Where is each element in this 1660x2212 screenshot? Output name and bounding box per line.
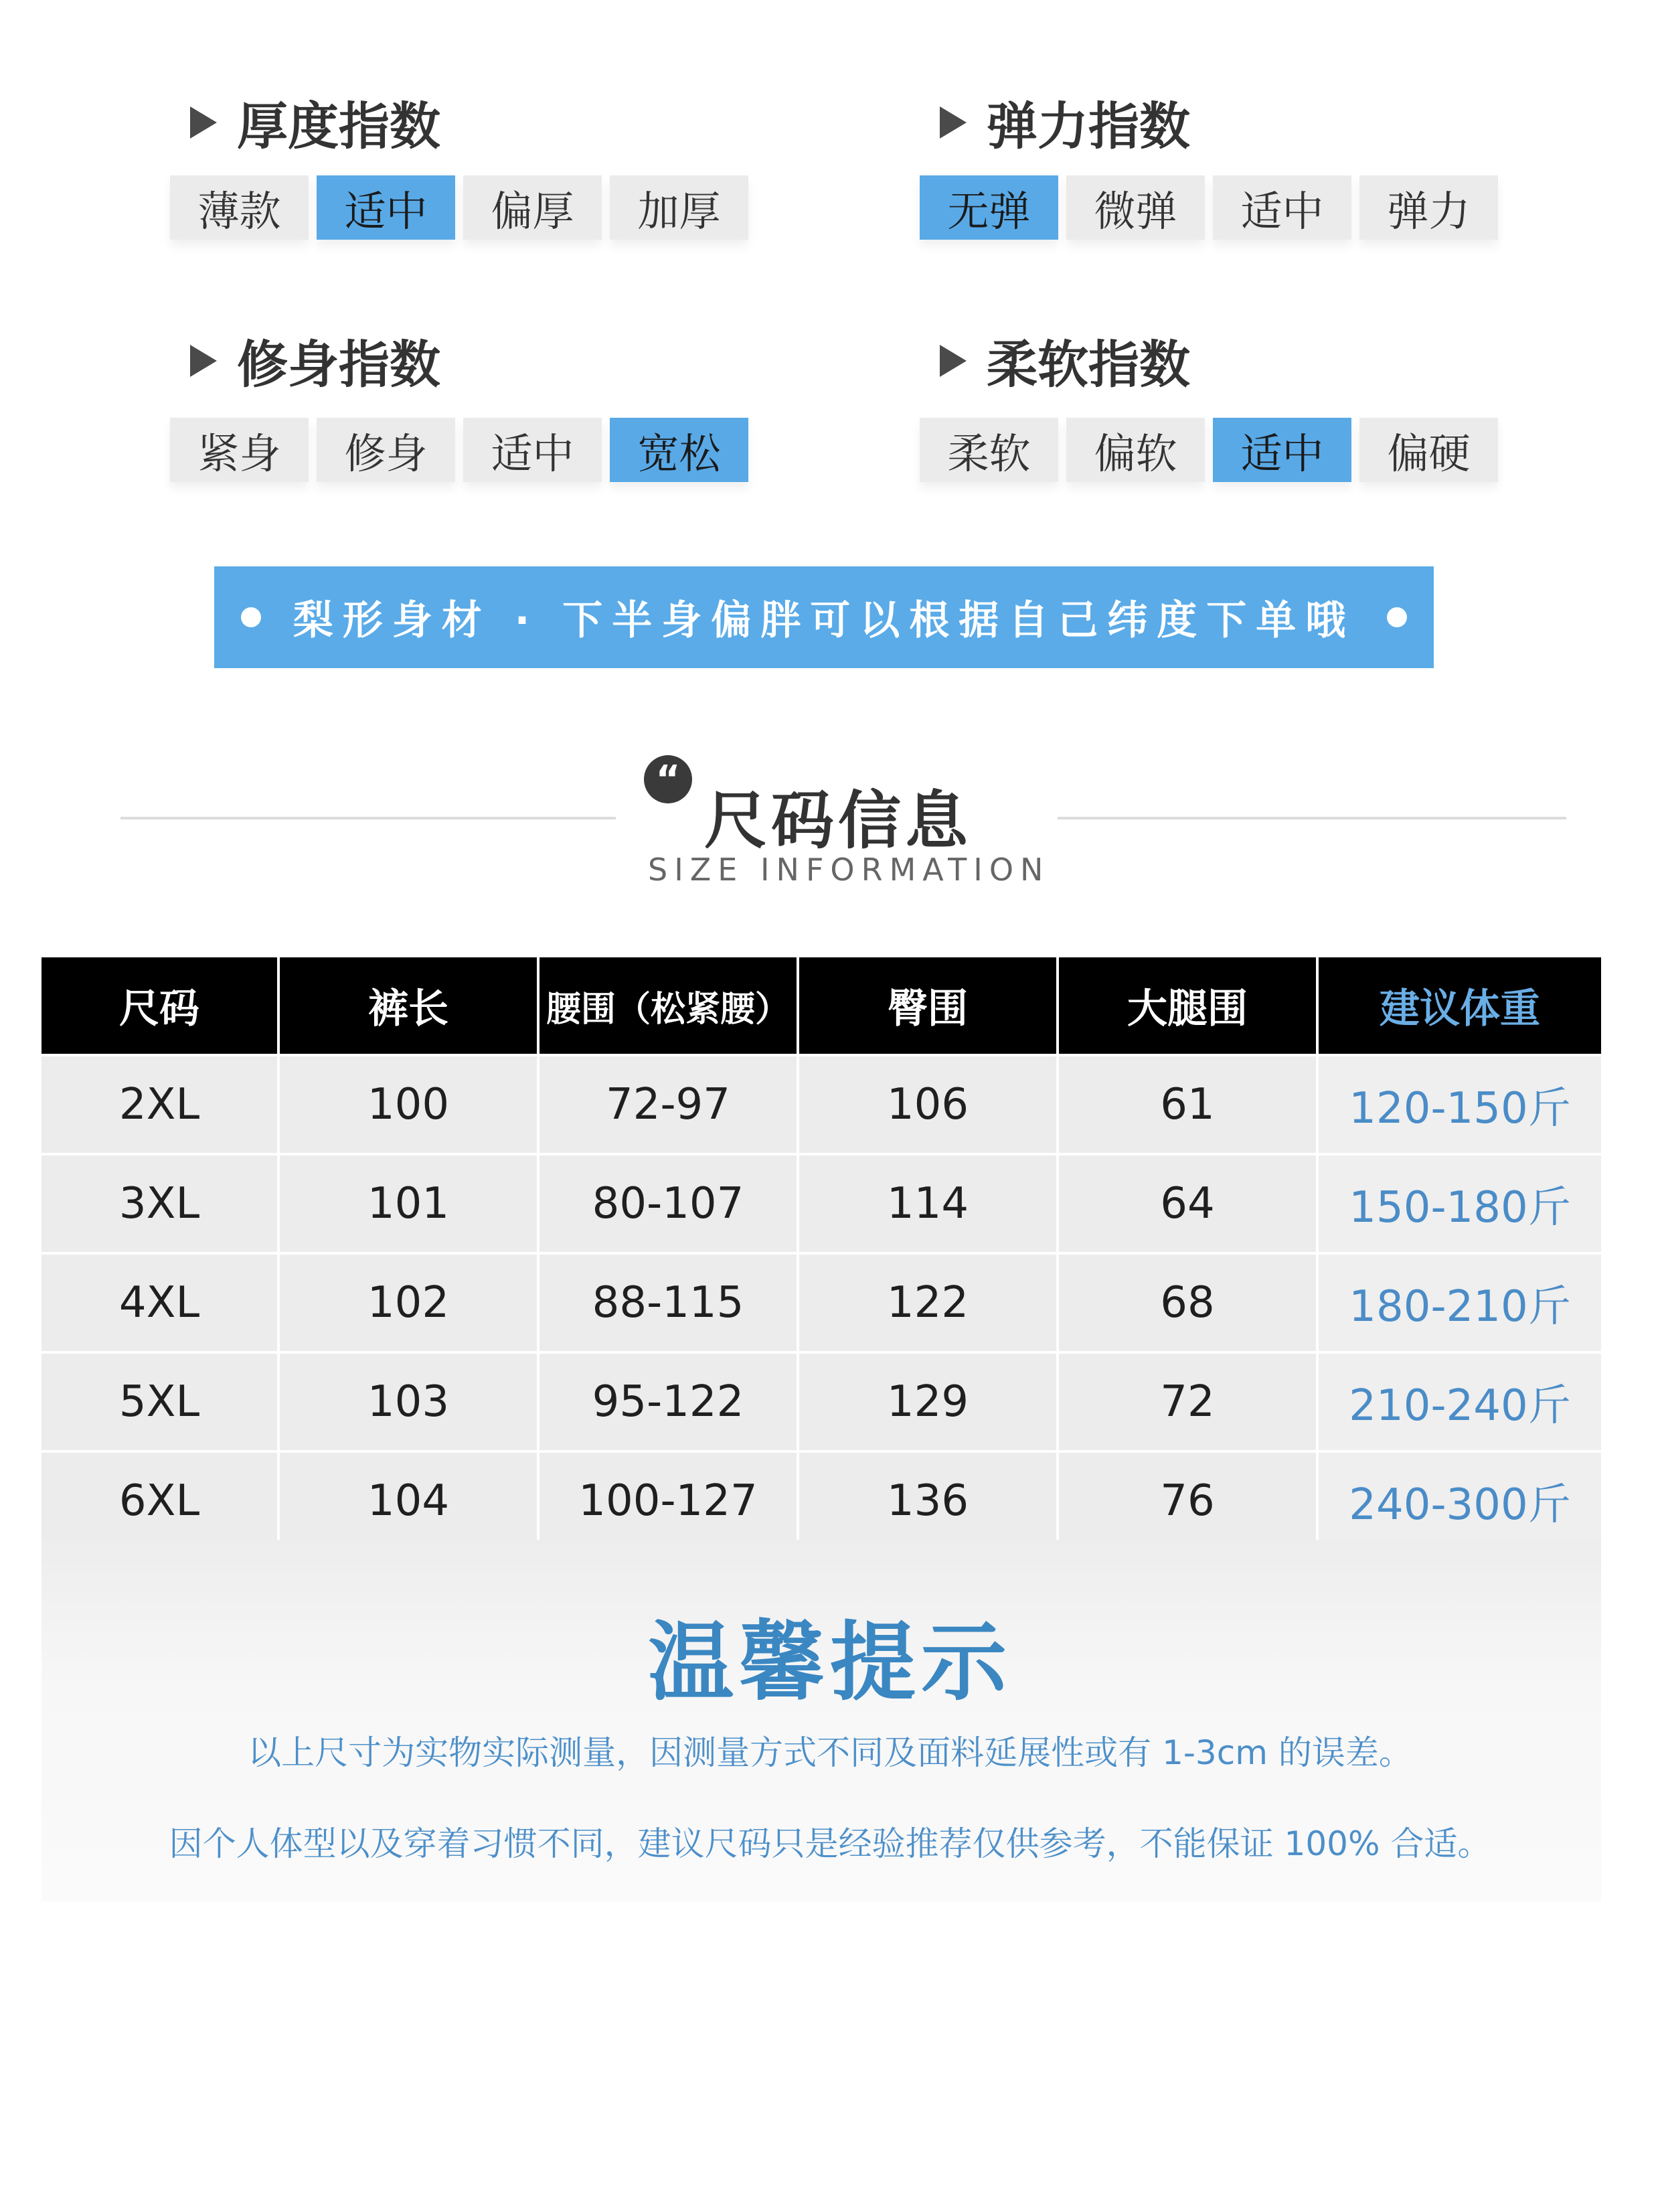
cell-weight: 120-150斤 [1317,1055,1601,1154]
thickness-option-extra-thick: 加厚 [610,175,748,240]
fit-index-title [190,324,440,397]
cell-hip: 106 [798,1055,1058,1154]
table-row [42,1253,1601,1352]
cell-length: 103 [278,1352,538,1451]
softness-option-soft: 柔软 [920,418,1058,482]
quote-icon: “ [644,755,692,803]
header-hip: 臀围 [798,957,1058,1055]
header-waist: 腰围（松紧腰） [538,957,798,1055]
triangle-right-icon [190,106,217,139]
cell-waist: 88-115 [538,1253,798,1352]
softness-option-medium: 适中 [1213,418,1351,482]
section-title: 尺码信息 [704,785,973,858]
elasticity-option-none: 无弹 [920,175,1058,240]
cell-length: 102 [278,1253,538,1352]
cell-hip: 114 [798,1154,1058,1253]
triangle-right-icon [190,345,217,377]
cell-length: 101 [278,1154,538,1253]
elasticity-option-medium: 适中 [1213,175,1351,240]
bullet-dot-icon [1387,607,1407,627]
cell-weight: 210-240斤 [1317,1352,1601,1451]
section-subtitle: SIZE INFORMATION [648,852,1050,888]
cell-thigh: 68 [1058,1253,1317,1352]
header-thigh: 大腿围 [1058,957,1317,1055]
divider-left [120,817,616,819]
fit-option-medium: 适中 [463,418,602,482]
cell-weight: 240-300斤 [1317,1451,1601,1549]
header-weight: 建议体重 [1317,957,1601,1055]
elasticity-index-label: 弹力指数 [987,96,1190,156]
thickness-index-title [190,86,440,159]
size-table [42,957,1601,1549]
header-length: 裤长 [278,957,538,1055]
softness-options [920,418,1498,482]
cell-size: 3XL [42,1154,278,1253]
bullet-dot-icon [241,607,261,627]
triangle-right-icon [940,106,967,139]
banner-text: 梨形身材 · 下半身偏胖可以根据自己纬度下单哦 [293,597,1355,644]
elasticity-options [920,175,1498,240]
tip-line-measurement: 以上尺寸为实物实际测量，因测量方式不同及面料延展性或有 1-3cm 的误差。 [248,1733,1412,1772]
cell-size: 2XL [42,1055,278,1154]
softness-index-title [940,324,1190,397]
fit-index-label: 修身指数 [237,335,440,394]
table-row [42,1352,1601,1451]
triangle-right-icon [940,345,967,377]
cell-weight: 150-180斤 [1317,1154,1601,1253]
cell-waist: 72-97 [538,1055,798,1154]
softness-index-label: 柔软指数 [987,335,1190,394]
thickness-options [170,175,748,240]
softness-option-slightly-soft: 偏软 [1066,418,1205,482]
cell-hip: 136 [798,1451,1058,1549]
cell-size: 5XL [42,1352,278,1451]
elasticity-option-stretch: 弹力 [1359,175,1498,240]
tips-title: 温馨提示 [647,1613,1012,1713]
pear-shape-banner [214,566,1434,668]
fit-option-slim: 修身 [317,418,455,482]
thickness-option-thin: 薄款 [170,175,309,240]
cell-waist: 80-107 [538,1154,798,1253]
fit-option-loose: 宽松 [610,418,748,482]
fit-option-tight: 紧身 [170,418,309,482]
fit-options [170,418,748,482]
table-header-row [42,957,1601,1055]
table-row [42,1154,1601,1253]
softness-option-hard: 偏硬 [1359,418,1498,482]
cell-waist: 100-127 [538,1451,798,1549]
cell-size: 6XL [42,1451,278,1549]
cell-weight: 180-210斤 [1317,1253,1601,1352]
cell-size: 4XL [42,1253,278,1352]
cell-hip: 129 [798,1352,1058,1451]
tip-line-recommendation: 因个人体型以及穿着习惯不同，建议尺码只是经验推荐仅供参考，不能保证 100% 合适。 [169,1824,1491,1863]
cell-hip: 122 [798,1253,1058,1352]
cell-thigh: 76 [1058,1451,1317,1549]
cell-waist: 95-122 [538,1352,798,1451]
cell-length: 100 [278,1055,538,1154]
cell-thigh: 61 [1058,1055,1317,1154]
divider-right [1058,817,1566,819]
elasticity-option-slight: 微弹 [1066,175,1205,240]
thickness-option-thick: 偏厚 [463,175,602,240]
elasticity-index-title [940,86,1190,159]
thickness-index-label: 厚度指数 [237,96,440,156]
cell-thigh: 72 [1058,1352,1317,1451]
cell-thigh: 64 [1058,1154,1317,1253]
table-row [42,1451,1601,1549]
thickness-option-medium: 适中 [317,175,455,240]
cell-length: 104 [278,1451,538,1549]
table-row [42,1055,1601,1154]
header-size: 尺码 [42,957,278,1055]
